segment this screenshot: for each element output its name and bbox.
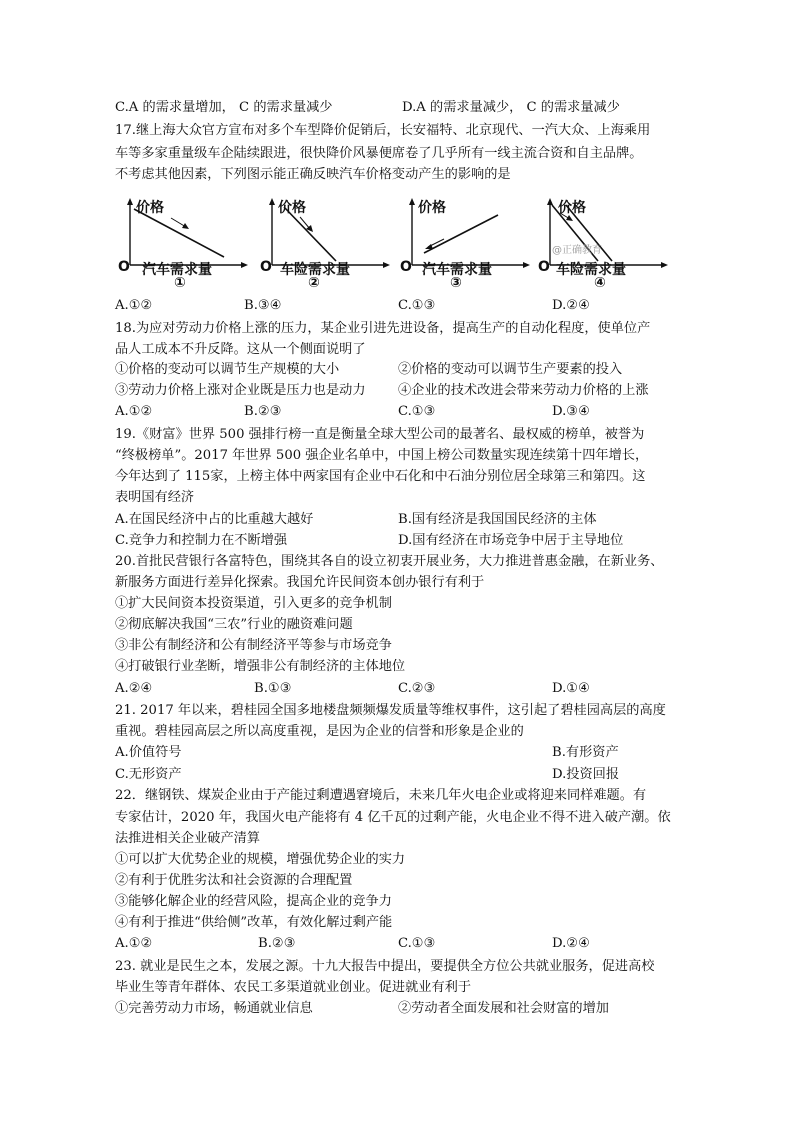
- graph-1-origin: O: [118, 259, 130, 275]
- q17-answer-c: C.①③: [398, 298, 436, 313]
- q21-option-a: A.价值符号: [115, 745, 182, 760]
- q20-line-2: 新服务方面进行差异化探索。我国允许民间资本创办银行有利于: [115, 575, 485, 590]
- q18-answer-c: C.①③: [398, 404, 436, 419]
- q23-item-2: ②劳动者全面发展和社会财富的增加: [398, 1001, 609, 1016]
- graph-3-origin: O: [400, 259, 412, 275]
- q17-line-3: 不考虑其他因素，下列图示能正确反映汽车价格变动产生的影响的是: [115, 167, 511, 182]
- q22-item-3: ③能够化解企业的经营风险，提高企业的竞争力: [115, 894, 392, 909]
- q18-answer-a: A.①②: [115, 404, 153, 419]
- q21-option-d: D.投资回报: [552, 767, 620, 782]
- graph-3-ylabel: 价格: [418, 200, 446, 216]
- q20-item-1: ①扩大民间资本投资渠道，引入更多的竞争机制: [115, 596, 392, 611]
- q20-item-4: ④打破银行业垄断，增强非公有制经济的主体地位: [115, 659, 406, 674]
- graph-1-ylabel: 价格: [136, 200, 164, 216]
- graph-3-number: ③: [450, 275, 462, 291]
- q20-answer-b: B.①③: [254, 681, 292, 696]
- q19-line-2: “终极榜单”。2017 年世界 500 强企业名单中，中国上榜公司数量实现连续第十四年增长，: [115, 448, 649, 463]
- q17-answer-d: D.②④: [552, 298, 590, 313]
- q18-item-1: ①价格的变动可以调节生产规模的大小: [115, 362, 340, 377]
- q23-item-1: ①完善劳动力市场，畅通就业信息: [115, 1001, 313, 1016]
- graph-2: [258, 195, 388, 291]
- graph-2-number: ②: [308, 275, 320, 291]
- q18-item-2: ②价格的变动可以调节生产要素的投入: [398, 362, 623, 377]
- q23-line-1: 23. 就业是民生之本，发展之源。十九大报告中提出，要提供全方位公共就业服务，促进高校: [115, 959, 655, 974]
- graph-4: [536, 195, 666, 291]
- q19-line-4: 表明国有经济: [115, 490, 195, 505]
- q22-answer-c: C.①③: [398, 936, 436, 951]
- q23-line-2: 毕业生等青年群体、农民工多渠道就业创业。促进就业有利于: [115, 980, 472, 995]
- q18-line-2: 品人工成本不升反降。这从一个侧面说明了: [115, 342, 366, 357]
- option-d: D.A 的需求量减少， C 的需求量减少: [402, 100, 620, 115]
- q20-answer-a: A.②④: [115, 681, 153, 696]
- option-c: C.A 的需求量增加， C 的需求量减少: [115, 100, 333, 115]
- q22-line-3: 法推进相关企业破产清算: [115, 831, 261, 846]
- q20-answer-d: D.①④: [552, 681, 590, 696]
- q22-answer-a: A.①②: [115, 936, 153, 951]
- graph-2-origin: O: [260, 259, 272, 275]
- q20-line-1: 20.首批民营银行各富特色，围绕其各自的设立初衷开展业务，大力推进普惠金融，在新业务、: [115, 554, 664, 569]
- graph-4-ylabel: 价格: [558, 200, 586, 216]
- q21-option-c: C.无形资产: [115, 767, 182, 782]
- q20-answer-c: C.②③: [398, 681, 436, 696]
- q18-item-3: ③劳动力价格上涨对企业既是压力也是动力: [115, 383, 366, 398]
- graph-2-ylabel: 价格: [278, 200, 306, 216]
- q20-item-3: ③非公有制经济和公有制经济平等参与市场竞争: [115, 638, 392, 653]
- watermark: @正确教育: [552, 245, 602, 256]
- q19-option-b: B.国有经济是我国国民经济的主体: [398, 512, 597, 527]
- q18-item-4: ④企业的技术改进会带来劳动力价格的上涨: [398, 383, 649, 398]
- q17-answer-a: A.①②: [115, 298, 153, 313]
- q17-answer-b: B.③④: [244, 298, 282, 313]
- q18-answer-d: D.③④: [552, 404, 590, 419]
- q22-answer-d: D.②④: [552, 936, 590, 951]
- q22-item-1: ①可以扩大优势企业的规模，增强优势企业的实力: [115, 852, 406, 867]
- q22-answer-b: B.②③: [258, 936, 296, 951]
- q20-item-2: ②彻底解决我国“三农”行业的融资难问题: [115, 617, 353, 632]
- q19-line-3: 今年达到了 115家，上榜主体中两家国有企业中石化和中石油分别位居全球第三和第四。这: [115, 469, 646, 484]
- q19-option-c: C.竞争力和控制力在不断增强: [115, 533, 288, 548]
- q21-line-1: 21. 2017 年以来，碧桂园全国多地楼盘频频爆发质量等维权事件，这引起了碧桂园高层的高度: [115, 703, 666, 718]
- graph-2-xlabel: 车险需求量: [280, 262, 350, 278]
- q22-item-2: ②有利于优胜劣汰和社会资源的合理配置: [115, 873, 353, 888]
- graph-4-origin: O: [538, 259, 550, 275]
- graph-3: [398, 195, 528, 291]
- graph-1: [116, 195, 246, 291]
- q21-line-2: 重视。碧桂园高层之所以高度重视，是因为企业的信誉和形象是企业的: [115, 724, 524, 739]
- q18-line-1: 18.为应对劳动力价格上涨的压力，某企业引进先进设备，提高生产的自动化程度，使单位产: [115, 321, 651, 336]
- q18-answer-b: B.②③: [244, 404, 282, 419]
- q22-line-2: 专家估计，2020 年，我国火电产能将有 4 亿千瓦的过剩产能，火电企业不得不进入破产潮。依: [115, 810, 671, 825]
- q17-line-2: 车等多家重量级车企陆续跟进，很快降价风暴便席卷了几乎所有一线主流合资和自主品牌。: [115, 146, 643, 161]
- graph-3-xlabel: 汽车需求量: [422, 262, 492, 278]
- q17-line-1: 17.继上海大众官方宣布对多个车型降价促销后，长安福特、北京现代、一汽大众、上海乘用: [115, 123, 651, 138]
- q22-line-1: 22．继钢铁、煤炭企业由于产能过剩遭遇窘境后，未来几年火电企业或将迎来同样难题。有: [115, 788, 647, 803]
- q19-line-1: 19.《财富》世界 500 强排行榜一直是衡量全球大型公司的最著名、最权威的榜单，被誉为: [115, 427, 645, 442]
- q22-item-4: ④有利于推进“供给侧”改革，有效化解过剩产能: [115, 915, 393, 930]
- graph-4-xlabel: 车险需求量: [556, 262, 626, 278]
- q21-option-b: B.有形资产: [552, 745, 619, 760]
- graph-4-number: ④: [594, 275, 606, 291]
- graph-1-number: ①: [174, 275, 186, 291]
- q19-option-a: A.在国民经济中占的比重越大越好: [115, 512, 314, 527]
- q19-option-d: D.国有经济在市场竞争中居于主导地位: [398, 533, 624, 548]
- graph-1-xlabel: 汽车需求量: [142, 262, 212, 278]
